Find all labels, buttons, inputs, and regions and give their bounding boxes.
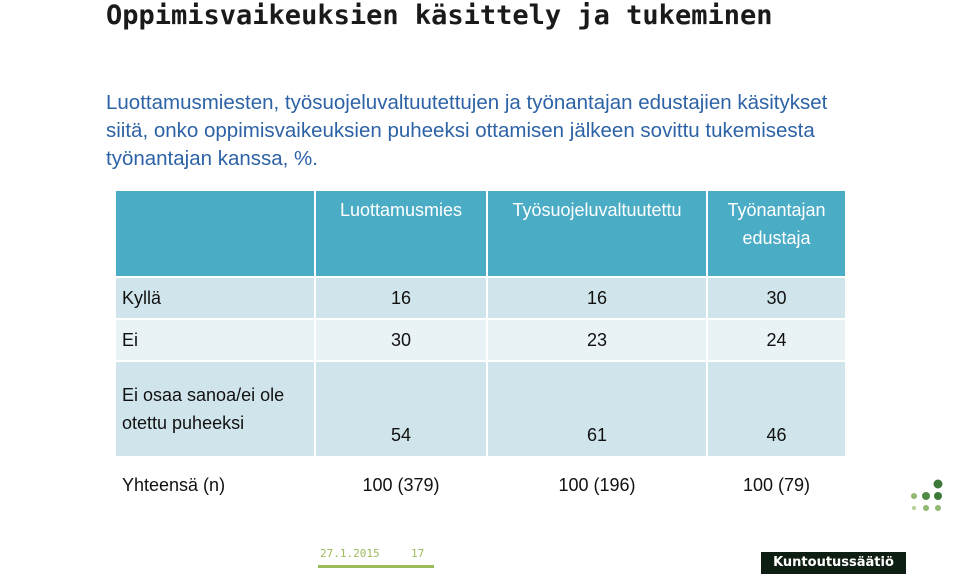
header-luottamusmies: Luottamusmies xyxy=(315,190,487,277)
table-row xyxy=(115,277,846,319)
footer-date: 27.1.2015 xyxy=(320,547,380,560)
header-tyosuojeluvaltuutettu: Työsuojeluvaltuutettu xyxy=(487,190,707,277)
table-cell: 46 xyxy=(707,361,846,457)
results-table xyxy=(114,189,847,514)
table-cell: 24 xyxy=(707,319,846,361)
table-cell: 30 xyxy=(707,277,846,319)
table-cell: 54 xyxy=(315,361,487,457)
row-label: Ei osaa sanoa/ei ole otettu puheeksi xyxy=(115,361,315,457)
table-cell: 100 (79) xyxy=(707,457,846,513)
table-cell: 61 xyxy=(487,361,707,457)
table-header-row xyxy=(115,190,846,277)
brand-logo: Kuntoutussäätiö xyxy=(761,552,906,574)
slide-title: Oppimisvaikeuksien käsittely ja tukeminen xyxy=(106,0,773,31)
table-cell: 100 (196) xyxy=(487,457,707,513)
table-cell: 23 xyxy=(487,319,707,361)
table-cell: 30 xyxy=(315,319,487,361)
table-row xyxy=(115,319,846,361)
dot-pattern-icon xyxy=(900,478,950,518)
row-label: Ei xyxy=(115,319,315,361)
table-cell: 100 (379) xyxy=(315,457,487,513)
table-cell: 16 xyxy=(487,277,707,319)
header-tyonantajan-edustaja: Työnantajan edustaja xyxy=(707,190,846,277)
slide-subtitle: Luottamusmiesten, työsuojeluvaltuutettujen ja työnantajan edustajien käsitykset siitä, onko oppimisvaikeuksien puheeksi ottamisen jälkeen sovittu tukemisesta työnantajan kanssa, %. xyxy=(106,91,828,170)
table-row xyxy=(115,457,846,513)
table-cell: 16 xyxy=(315,277,487,319)
table-row xyxy=(115,361,846,457)
row-label: Kyllä xyxy=(115,277,315,319)
header-empty xyxy=(115,190,315,277)
footer-page-number: 17 xyxy=(411,547,425,560)
row-label: Yhteensä (n) xyxy=(115,457,315,513)
footer-divider xyxy=(318,565,434,568)
